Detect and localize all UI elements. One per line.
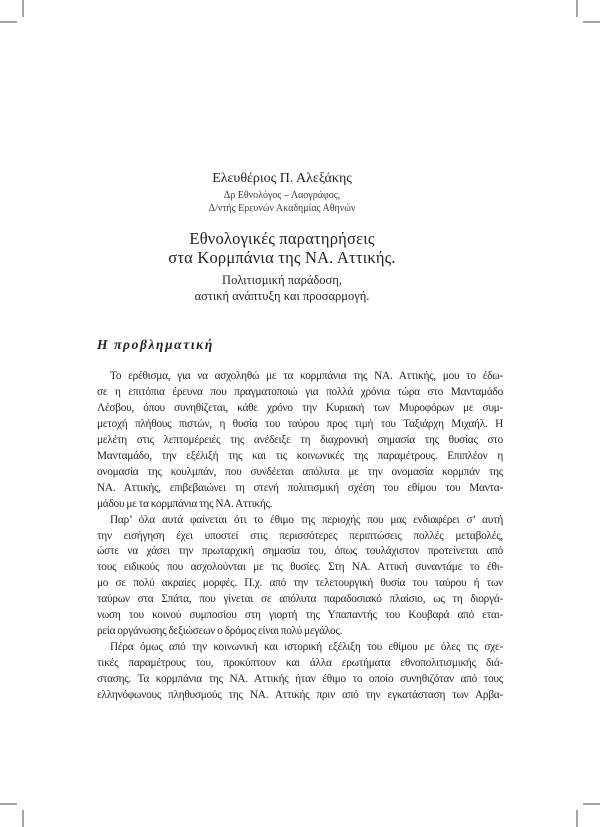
crop-mark-bottom-right-horizontal xyxy=(583,803,600,805)
article-subtitle-line-2: αστική ανάπτυξη και προσαρμογή. xyxy=(194,288,370,303)
body-line: ώστε να χάσει την πρωταρχική σημασία του, όπως τουλάχιστον προτείνεται από xyxy=(97,545,503,558)
body-line: τους ειδικούς που ασχολούνται με τις θυσίες. Στη ΝΑ. Αττική συναντάμε το έθι- xyxy=(97,561,503,574)
body-line: μελέτη στις λεπτομέρειές της ανέδειξε τη διαχρονική σημασία της θυσίας στο xyxy=(97,433,503,446)
body-line: την εισήγηση έχει υποστεί στις περισσότερες περιπτώσεις πολλές μεταβολές, xyxy=(97,529,503,542)
crop-mark-top-left-vertical xyxy=(22,0,24,17)
body-line: Το ερέθισμα, για να ασχοληθώ με τα κορμπάνια της ΝΑ. Αττικής, μου το έδω- xyxy=(110,370,503,382)
body-line: Μανταμάδο, την εξέλιξή της και τις κοινωνικές της παραμέτρους. Επιπλέον η xyxy=(97,449,503,462)
body-line: ονομασία της κουλμπάν, που συνδέεται απόλυτα με την ονομασία κορμπάν της xyxy=(97,465,503,478)
body-line: μο σε πολύ ακραίες μορφές. Π.χ. από την τελετουργική θυσία του ταύρου ή των xyxy=(97,577,503,590)
article-title-line-1: Εθνολογικές παρατηρήσεις xyxy=(189,229,375,248)
crop-mark-bottom-right-vertical xyxy=(576,810,578,827)
section-heading: Η προβληματική xyxy=(97,337,214,352)
body-line: στασης. Τα κορμπάνια της ΝΑ. Αττικής ήταν έθιμο το οποίο συνηθιζόταν από τους xyxy=(97,673,503,686)
body-line: νωση του κοινού συμποσίου στη γιορτή της Υπαπαντής του Κουβαρά από εται- xyxy=(97,609,503,622)
body-line: μετοχή πλήθους πιστών, η θυσία του ταύρου προς τιμή του Ταξιάρχη Μιχαήλ. Η xyxy=(97,417,503,430)
crop-mark-top-right-horizontal xyxy=(583,21,600,23)
article-subtitle-line-1: Πολιτισμική παράδοση, xyxy=(222,273,342,287)
body-line: σε η επιτόπια έρευνα που πραγματοποιώ για πολλά χρόνια τώρα στο Μανταμάδο xyxy=(97,385,503,398)
crop-mark-bottom-left-horizontal xyxy=(0,803,17,805)
author-name: Ελευθέριος Π. Αλεξάκης xyxy=(212,171,352,186)
crop-mark-bottom-left-vertical xyxy=(22,810,24,827)
body-line: Πέρα όμως από την κοινωνική και ιστορική εξέλιξη του εθίμου με όλες τις σχε- xyxy=(110,641,503,654)
body-text xyxy=(97,369,503,704)
body-line: μάδου με τα κορμπάνια της ΝΑ. Αττικής. xyxy=(97,497,273,510)
body-line: ταύρων στα Σπάτα, που γίνεται σε απόλυτα παραδοσιακό πλαίσιο, ως τη διοργά- xyxy=(97,593,503,606)
body-line: τικές παραμέτρους του, προκύπτουν και άλλα ερωτήματα εθνοπολιτισμικής διά- xyxy=(97,657,503,670)
crop-mark-top-left-horizontal xyxy=(0,21,17,23)
body-line: ρεία οργάνωσης δεξιώσεων ο δρόμος είναι πολύ μεγάλος. xyxy=(97,625,343,638)
author-credential: Δρ Εθνολόγος – Λαογράφος, xyxy=(223,190,341,201)
article-title-line-2: στα Κορμπάνια της ΝΑ. Αττικής. xyxy=(168,248,396,267)
body-line: ΝΑ. Αττικής, επιβεβαιώνει τη στενή πολιτισμική σχέση του εθίμου του Μαντα- xyxy=(97,481,503,494)
body-line: Παρ’ όλα αυτά φαίνεται ότι το έθιμο της περιοχής που μας ενδιαφέρει σ’ αυτή xyxy=(110,513,503,526)
body-line: ελληνόφωνους πληθυσμούς της ΝΑ. Αττικής πριν από την εγκατάσταση των Αρβα- xyxy=(97,689,503,702)
body-line: Λέσβου, όπου συνηθίζεται, κάθε χρόνο την Κυριακή των Μυροφόρων με συμ- xyxy=(97,401,503,414)
crop-mark-top-right-vertical xyxy=(576,0,578,17)
author-affiliation: Δ/ντής Ερευνών Ακαδημίας Αθηνών xyxy=(208,203,356,214)
